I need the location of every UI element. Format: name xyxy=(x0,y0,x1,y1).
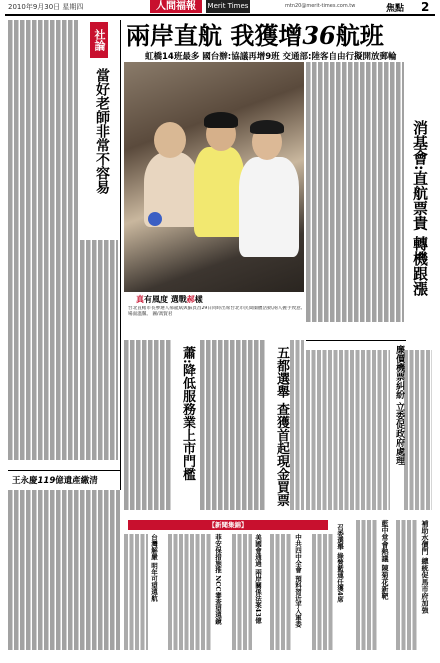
brief-text-6 xyxy=(168,534,212,650)
editorial-text-left xyxy=(8,20,78,460)
main-story-text xyxy=(306,62,404,322)
editorial-title: 當好老師非常不容易 xyxy=(94,68,110,194)
page-number: 2 xyxy=(421,0,430,14)
microphone-icon xyxy=(148,212,162,226)
campaign-photo xyxy=(124,62,304,292)
brief-text-5 xyxy=(232,534,252,650)
right-column-title: 消基會:直航票貴 轉機跟漲 xyxy=(411,120,429,296)
election-story-title: 五都選舉 查獲首起現金買票 xyxy=(274,346,289,507)
brief-text-2 xyxy=(356,520,378,650)
column-divider xyxy=(120,20,121,490)
mid-story-text xyxy=(306,350,390,510)
estate-story-text xyxy=(8,490,120,650)
election-story-text xyxy=(290,340,304,510)
editorial-tag: 社論 xyxy=(90,22,108,58)
service-story-title: 蕭:降低服務業上市門檻 xyxy=(180,346,195,481)
brief-text-7 xyxy=(124,534,148,650)
section-label: 焦點 xyxy=(386,4,405,14)
newspaper-logo: 人間福報 xyxy=(150,0,202,13)
right-column-text xyxy=(404,350,432,510)
mid-rule xyxy=(306,340,406,341)
brief-text-1 xyxy=(396,520,418,650)
photo-caption-title: 真有風度 選戰郝樣 xyxy=(136,295,203,304)
brief-text-3 xyxy=(312,534,334,650)
brief-title-6: 菲安保措施推 NCC審查望遠鏡 xyxy=(214,534,222,625)
editorial-text-right xyxy=(80,240,118,460)
estate-headline: 王永慶119億遺產繳清 xyxy=(12,476,98,486)
main-subhead: 虹橋14班最多 國台辦:協議再增9班 交通部:陸客自由行擬開放郵輪 xyxy=(145,52,397,62)
main-headline: 兩岸直航 我獲增36航班 xyxy=(126,21,384,50)
brief-title-7: 台灣解嚴 明年可望遠航 xyxy=(150,534,158,602)
service-story-text xyxy=(124,340,172,510)
brief-title-3: 召委選舉 綠營藍連任獲4席 xyxy=(336,524,344,603)
service-story-text-2 xyxy=(200,340,266,510)
brief-title-2: 藍中常會熱議 陳菊花新靶 xyxy=(381,520,390,600)
contact-email: mtn20@merit-times.com.tw xyxy=(285,3,356,9)
brief-text-4 xyxy=(270,534,292,650)
lower-left-rule xyxy=(8,470,120,471)
brief-title-4: 中共四中全會 預料習近平入軍委 xyxy=(294,534,302,628)
mid-story-title: 廉價機票糾紛 立委促政府處理 xyxy=(394,345,404,466)
brief-title-5: 美國會通過 兩岸關係法案43億 xyxy=(254,534,262,624)
photo-caption-text: 台北直轄市長參選人郝龍斌與蘇貞昌29日同時出席台北市民間團體活動,兩人握手致意,場面溫馨。 圖/馮賢君 xyxy=(128,306,303,317)
issue-date: 2010年9月30日 星期四 xyxy=(8,3,84,11)
brief-title-1: 補助水價門 總統促馬市府加強 xyxy=(421,520,430,614)
news-roundup-bar: 【新聞集錦】 xyxy=(128,520,328,530)
merit-times-label: Merit Times xyxy=(206,0,250,13)
